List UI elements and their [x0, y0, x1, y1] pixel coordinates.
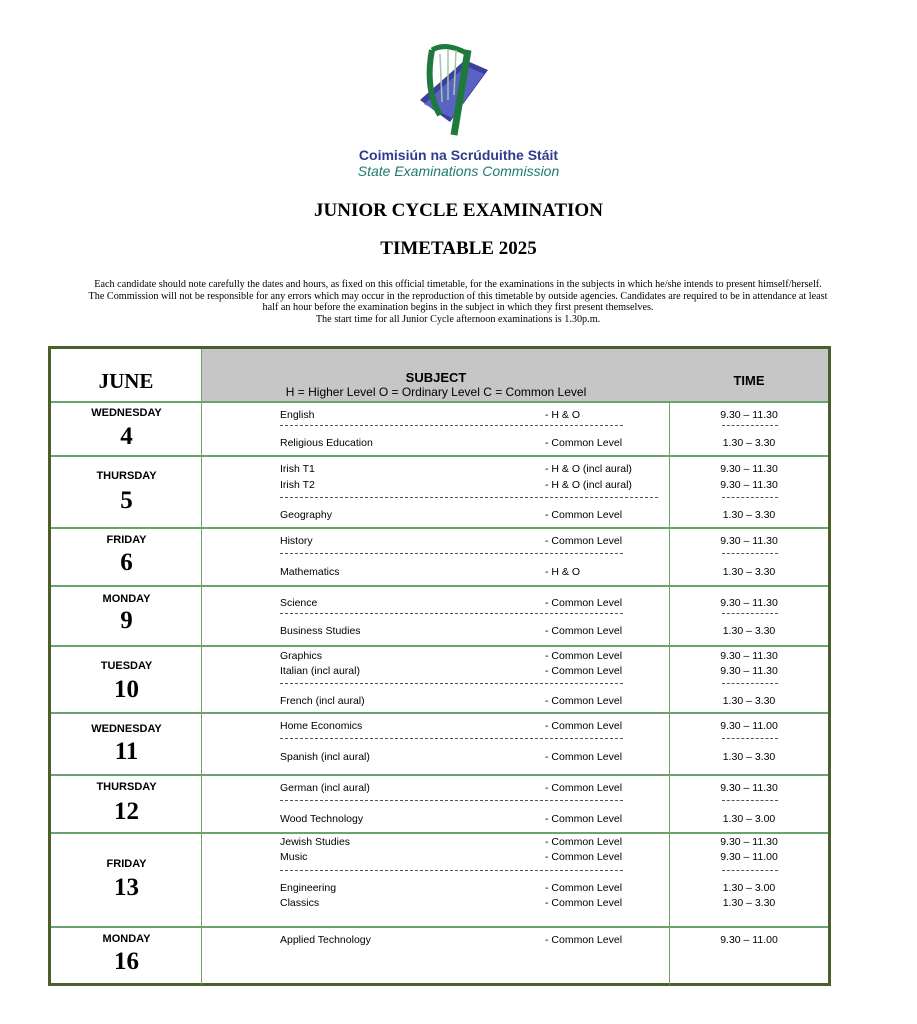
subject-name: Mathematics [280, 566, 340, 578]
time-cell [670, 587, 828, 645]
session-divider [280, 870, 623, 871]
subject-cell [202, 714, 670, 774]
subject-name: French (incl aural) [280, 695, 365, 707]
subject-name: Geography [280, 509, 332, 521]
day-name: WEDNESDAY [91, 407, 162, 419]
subject-cell [202, 776, 670, 832]
subject-name: Jewish Studies [280, 836, 351, 848]
day-row [51, 455, 828, 527]
subject-name: Wood Technology [280, 813, 364, 825]
day-cell [51, 714, 202, 774]
time-divider [722, 800, 778, 801]
time-divider [722, 425, 778, 426]
day-name: MONDAY [102, 933, 151, 945]
subject-level: - Common Level [545, 535, 623, 547]
subject-name: Spanish (incl aural) [280, 751, 370, 763]
levels-legend: H = Higher Level O = Ordinary Level C = Common Level [285, 385, 587, 399]
day-row [51, 926, 828, 985]
subject-name: Engineering [280, 882, 337, 894]
subject-name: German (incl aural) [280, 782, 370, 794]
day-cell [51, 457, 202, 527]
session-divider [280, 800, 623, 801]
subject-cell [202, 457, 670, 527]
subject-name: Business Studies [280, 625, 361, 637]
subject-name: Home Economics [280, 720, 363, 732]
subject-name: English [280, 409, 315, 421]
time-cell [670, 529, 828, 585]
subject-cell [202, 928, 670, 985]
subject-cell [202, 587, 670, 645]
day-name: THURSDAY [96, 470, 157, 482]
subject-level: - Common Level [545, 650, 623, 662]
exam-time: 1.30 – 3.30 [722, 751, 776, 763]
subject-level: - Common Level [545, 782, 623, 794]
day-name: MONDAY [102, 593, 151, 605]
month-label: JUNE [98, 369, 154, 393]
subject-level: - Common Level [545, 665, 623, 677]
time-divider [722, 683, 778, 684]
day-row [51, 712, 828, 774]
session-divider [280, 738, 623, 739]
exam-time: 1.30 – 3.30 [722, 897, 776, 909]
subject-cell [202, 834, 670, 926]
exam-time: 1.30 – 3.30 [722, 509, 776, 521]
session-divider [280, 683, 623, 684]
instructions-text [18, 279, 898, 325]
subject-name: Music [280, 851, 308, 863]
subject-level: - Common Level [545, 509, 623, 521]
day-number: 10 [114, 676, 139, 703]
subject-level: - Common Level [545, 934, 623, 946]
day-number: 16 [114, 948, 139, 975]
exam-time: 1.30 – 3.00 [722, 882, 776, 894]
subject-name: History [280, 535, 313, 547]
day-row [51, 527, 828, 585]
page-subtitle: TIMETABLE 2025 [380, 238, 537, 259]
exam-time: 1.30 – 3.00 [722, 813, 776, 825]
exam-time: 9.30 – 11.30 [720, 665, 778, 677]
day-cell [51, 834, 202, 926]
subject-level: - Common Level [545, 851, 623, 863]
day-number: 9 [120, 607, 133, 634]
subject-level: - Common Level [545, 597, 623, 609]
subject-level: - H & O (incl aural) [545, 463, 632, 475]
day-cell [51, 776, 202, 832]
time-divider [722, 553, 778, 554]
day-cell [51, 587, 202, 645]
day-number: 12 [114, 798, 139, 825]
subject-level: - Common Level [545, 897, 623, 909]
exam-time: 9.30 – 11.30 [720, 535, 778, 547]
org-name-english: State Examinations Commission [357, 163, 560, 179]
subject-level: - H & O [545, 566, 581, 578]
subject-level: - Common Level [545, 836, 623, 848]
day-cell [51, 928, 202, 985]
instruction-line: half an hour before the examination begins in the subject in which they first present themselves. [262, 302, 654, 313]
exam-time: 9.30 – 11.30 [720, 836, 778, 848]
subject-name: Science [280, 597, 318, 609]
subject-cell [202, 529, 670, 585]
exam-time: 1.30 – 3.30 [722, 566, 776, 578]
subject-level: - Common Level [545, 625, 623, 637]
day-row [51, 645, 828, 712]
session-divider [280, 497, 658, 498]
exam-time: 1.30 – 3.30 [722, 437, 776, 449]
day-number: 11 [114, 738, 139, 765]
subject-level: - Common Level [545, 695, 623, 707]
subject-level: - Common Level [545, 437, 623, 449]
subject-name: Italian (incl aural) [280, 665, 360, 677]
instruction-line: Each candidate should note carefully the dates and hours, as fixed on this official timetable, for the examinations in the subjects in which he/she intends to present himself/herself. [94, 279, 822, 290]
day-name: FRIDAY [106, 534, 147, 546]
time-divider [722, 870, 778, 871]
time-cell [670, 776, 828, 832]
time-cell [670, 647, 828, 712]
exam-time: 9.30 – 11.00 [720, 851, 778, 863]
timetable [48, 346, 831, 986]
day-cell [51, 529, 202, 585]
exam-time: 9.30 – 11.30 [720, 409, 778, 421]
session-divider [280, 613, 623, 614]
time-cell [670, 457, 828, 527]
subject-name: Irish T2 [280, 479, 315, 491]
instruction-line: The start time for all Junior Cycle afternoon examinations is 1.30p.m. [315, 313, 601, 325]
time-divider [722, 497, 778, 498]
subject-name: Irish T1 [280, 463, 315, 475]
subject-name: Religious Education [280, 437, 373, 449]
exam-time: 1.30 – 3.30 [722, 625, 776, 637]
org-name-irish: Coimisiún na Scrúduithe Stáit [358, 147, 559, 163]
exam-time: 9.30 – 11.30 [720, 597, 778, 609]
exam-time: 9.30 – 11.30 [720, 782, 778, 794]
subject-level: - Common Level [545, 813, 623, 825]
subject-level: - Common Level [545, 882, 623, 894]
month-header-cell [51, 349, 202, 401]
time-cell [670, 928, 828, 985]
day-number: 6 [120, 549, 133, 576]
instruction-line: The Commission will not be responsible for any errors which may occur in the reproduction of this timetable by outside agencies. Candidates are required to be in attendance at least [88, 290, 828, 302]
day-number: 4 [120, 423, 133, 450]
subject-level: - Common Level [545, 751, 623, 763]
session-divider [280, 425, 623, 426]
day-row [51, 832, 828, 926]
time-divider [722, 738, 778, 739]
subject-name: Classics [280, 897, 320, 909]
subject-name: Applied Technology [280, 934, 371, 946]
day-cell [51, 403, 202, 455]
subject-name: Graphics [280, 650, 323, 662]
day-cell [51, 647, 202, 712]
time-cell [670, 403, 828, 455]
subject-level: - Common Level [545, 720, 623, 732]
subject-level: - H & O (incl aural) [545, 479, 632, 491]
table-header [51, 349, 828, 401]
day-name: WEDNESDAY [91, 723, 162, 735]
time-divider [722, 613, 778, 614]
day-name: THURSDAY [96, 781, 157, 793]
exam-time: 9.30 – 11.30 [720, 650, 778, 662]
session-divider [280, 553, 623, 554]
day-number: 13 [114, 874, 139, 901]
exam-time: 9.30 – 11.30 [720, 463, 778, 475]
subject-heading: SUBJECT [405, 370, 467, 385]
exam-time: 9.30 – 11.00 [720, 934, 778, 946]
time-cell [670, 834, 828, 926]
subject-cell [202, 647, 670, 712]
day-row [51, 774, 828, 832]
subject-cell [202, 403, 670, 455]
page-title: JUNIOR CYCLE EXAMINATION [314, 200, 603, 221]
exam-time: 1.30 – 3.30 [722, 695, 776, 707]
subject-level: - H & O [545, 409, 581, 421]
time-cell [670, 714, 828, 774]
day-number: 5 [120, 487, 133, 514]
day-name: FRIDAY [106, 858, 147, 870]
harp-logo [410, 40, 500, 140]
exam-time: 9.30 – 11.30 [720, 479, 778, 491]
time-heading: TIME [733, 373, 765, 388]
day-name: TUESDAY [100, 660, 153, 672]
exam-time: 9.30 – 11.00 [720, 720, 778, 732]
day-row [51, 401, 828, 455]
day-row [51, 585, 828, 645]
